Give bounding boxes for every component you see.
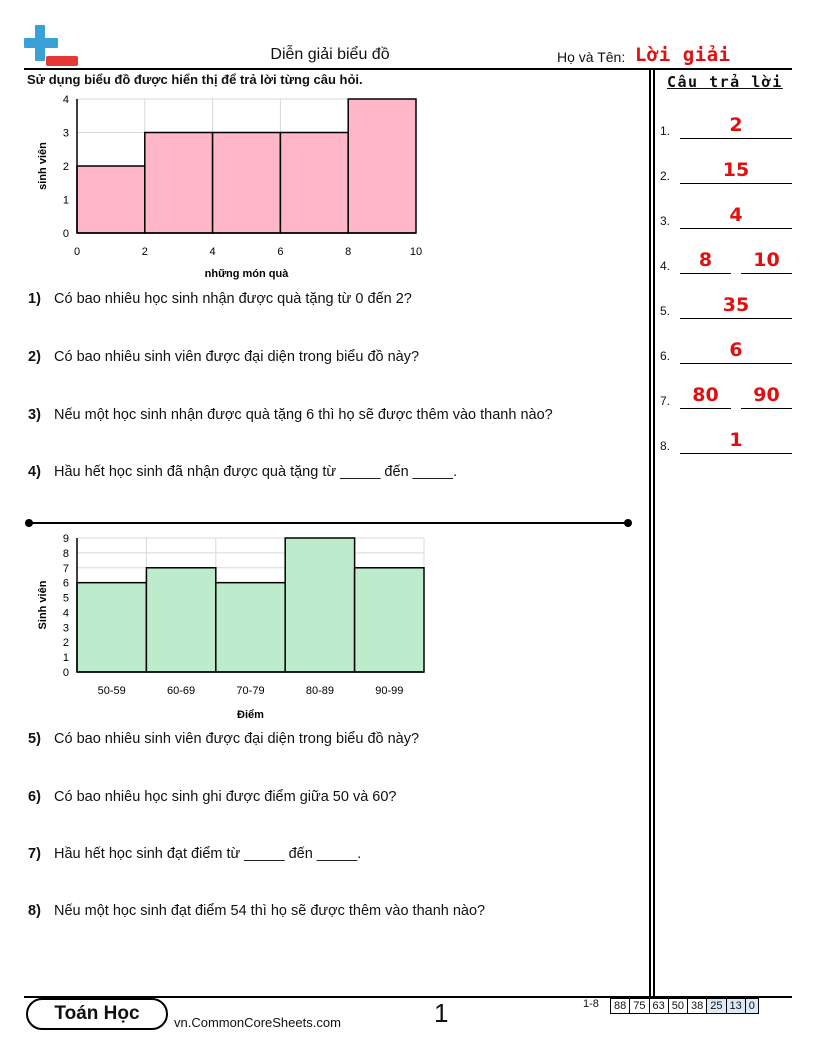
y-tick-label: 9 [62, 533, 69, 545]
instructions: Sử dụng biểu đồ được hiển thị để trả lời từng câu hỏi. [27, 72, 363, 87]
y-tick-label: 2 [62, 637, 69, 650]
bar [355, 568, 424, 672]
bar [216, 583, 285, 672]
question-text: Hầu hết học sinh đã nhận được quà tặng từ _____ đến _____. [54, 464, 458, 480]
question [28, 291, 412, 307]
x-tick-label: 80-89 [305, 685, 334, 697]
question [28, 846, 361, 862]
y-tick-label: 7 [62, 562, 69, 575]
question [28, 903, 485, 919]
score-cell: 63 [650, 998, 669, 1014]
answer-value: 1 [729, 429, 743, 451]
answer-number: 8. [660, 439, 671, 453]
y-axis-title: Sinh viên [37, 580, 49, 630]
name-label: Họ và Tên: [557, 49, 626, 65]
answer-line [680, 318, 792, 319]
answer-number: 2. [660, 169, 671, 183]
question-text: Có bao nhiêu học sinh ghi được điểm giữa 50 và 60? [54, 789, 397, 805]
y-tick-label: 3 [62, 127, 69, 140]
bar [146, 568, 215, 672]
bar [280, 133, 348, 234]
question-text: Nếu một học sinh đạt điểm 54 thì họ sẽ được thêm vào thanh nào? [54, 903, 486, 919]
score-cell: 25 [707, 998, 726, 1014]
y-tick-label: 8 [62, 547, 69, 560]
question-number: 3) [28, 407, 41, 423]
bar [77, 166, 145, 233]
answer-value: 80 [692, 384, 719, 406]
question-number: 5) [28, 731, 41, 747]
section-divider [28, 522, 629, 524]
question-text: Có bao nhiêu sinh viên được đại diện trong biểu đồ này? [54, 731, 420, 747]
y-tick-label: 6 [62, 577, 69, 590]
x-tick-label: 50-59 [97, 685, 126, 697]
site-url[interactable]: vn.CommonCoreSheets.com [174, 1015, 341, 1030]
score-cell: 38 [688, 998, 707, 1014]
bar [348, 99, 416, 233]
page-title: Diễn giải biểu đồ [270, 46, 390, 63]
answer-value: 10 [753, 249, 780, 271]
answer-line [680, 453, 792, 454]
question-number: 4) [28, 464, 41, 480]
score-table [610, 998, 759, 1014]
answer-line [741, 408, 792, 409]
answer-value: 4 [729, 204, 743, 226]
question-number: 8) [28, 903, 41, 919]
x-tick-label: 60-69 [167, 685, 196, 697]
y-axis-title: sinh viên [37, 142, 49, 190]
score-range-label: 1-8 [583, 998, 599, 1010]
answer-line [680, 408, 731, 409]
answer-line [680, 363, 792, 364]
x-axis-title: Điểm [237, 709, 264, 721]
x-tick-label: 90-99 [375, 685, 404, 697]
y-tick-label: 0 [62, 667, 69, 679]
column-divider [649, 68, 651, 998]
column-divider [653, 68, 655, 998]
answer-line [680, 138, 792, 139]
question-number: 7) [28, 846, 41, 862]
x-tick-label: 0 [73, 246, 81, 258]
score-cell: 75 [630, 998, 649, 1014]
scores-histogram [30, 530, 450, 722]
question-text: Nếu một học sinh nhận được quà tặng 6 thì họ sẽ được thêm vào thanh nào? [54, 407, 553, 423]
divider-endpoint [25, 519, 33, 527]
question [28, 407, 553, 423]
bar [145, 133, 213, 234]
answer-value: 15 [722, 159, 750, 181]
answer-number: 7. [660, 394, 671, 408]
y-tick-label: 1 [62, 194, 69, 207]
answer-line [680, 273, 731, 274]
x-tick-label: 10 [409, 246, 423, 258]
answer-value: 35 [722, 294, 750, 316]
x-tick-label: 4 [209, 246, 216, 258]
y-tick-label: 3 [62, 622, 69, 635]
answers-header: Câu trả lời [667, 73, 783, 91]
answer-line [680, 228, 792, 229]
score-cell: 88 [610, 998, 630, 1014]
answer-number: 5. [660, 304, 671, 318]
divider-endpoint [624, 519, 632, 527]
question [28, 789, 397, 805]
question-number: 2) [28, 349, 41, 365]
answer-value: 6 [729, 339, 743, 361]
answer-number: 6. [660, 349, 671, 363]
gifts-histogram [30, 88, 450, 283]
y-tick-label: 0 [62, 228, 69, 240]
y-tick-label: 1 [62, 652, 69, 665]
question-number: 1) [28, 291, 41, 307]
y-tick-label: 5 [62, 592, 69, 605]
header-rule [24, 68, 792, 70]
score-cell: 13 [727, 998, 746, 1014]
name-value: Lời giải [635, 44, 731, 66]
x-tick-label: 70-79 [236, 685, 265, 697]
y-tick-label: 4 [62, 94, 69, 106]
answer-number: 4. [660, 259, 671, 273]
y-tick-label: 2 [62, 161, 69, 173]
bar [213, 133, 281, 234]
answer-line [680, 183, 792, 184]
answer-line [741, 273, 792, 274]
brand-badge: Toán Học [26, 998, 168, 1030]
question-number: 6) [28, 789, 41, 805]
question [28, 464, 457, 480]
x-tick-label: 6 [277, 246, 284, 258]
question-text: Có bao nhiêu học sinh nhận được quà tặng từ 0 đến 2? [54, 291, 412, 307]
answer-value: 8 [698, 249, 713, 271]
x-axis-title: những món quà [204, 268, 289, 280]
question [28, 349, 419, 365]
score-cell: 0 [746, 998, 759, 1014]
answer-value: 90 [753, 384, 780, 406]
y-tick-label: 4 [62, 607, 69, 620]
question-text: Có bao nhiêu sinh viên được đại diện trong biểu đồ này? [54, 349, 420, 365]
score-cell: 50 [669, 998, 688, 1014]
bar [77, 583, 146, 672]
bar [285, 538, 354, 672]
page-number: 1 [434, 998, 449, 1028]
answer-value: 2 [729, 114, 743, 136]
x-tick-label: 8 [345, 246, 352, 258]
question-text: Hầu hết học sinh đạt điểm từ _____ đến _____. [54, 846, 362, 862]
x-tick-label: 2 [141, 246, 148, 258]
question [28, 731, 419, 747]
answer-number: 3. [660, 214, 671, 228]
answer-number: 1. [660, 124, 671, 138]
